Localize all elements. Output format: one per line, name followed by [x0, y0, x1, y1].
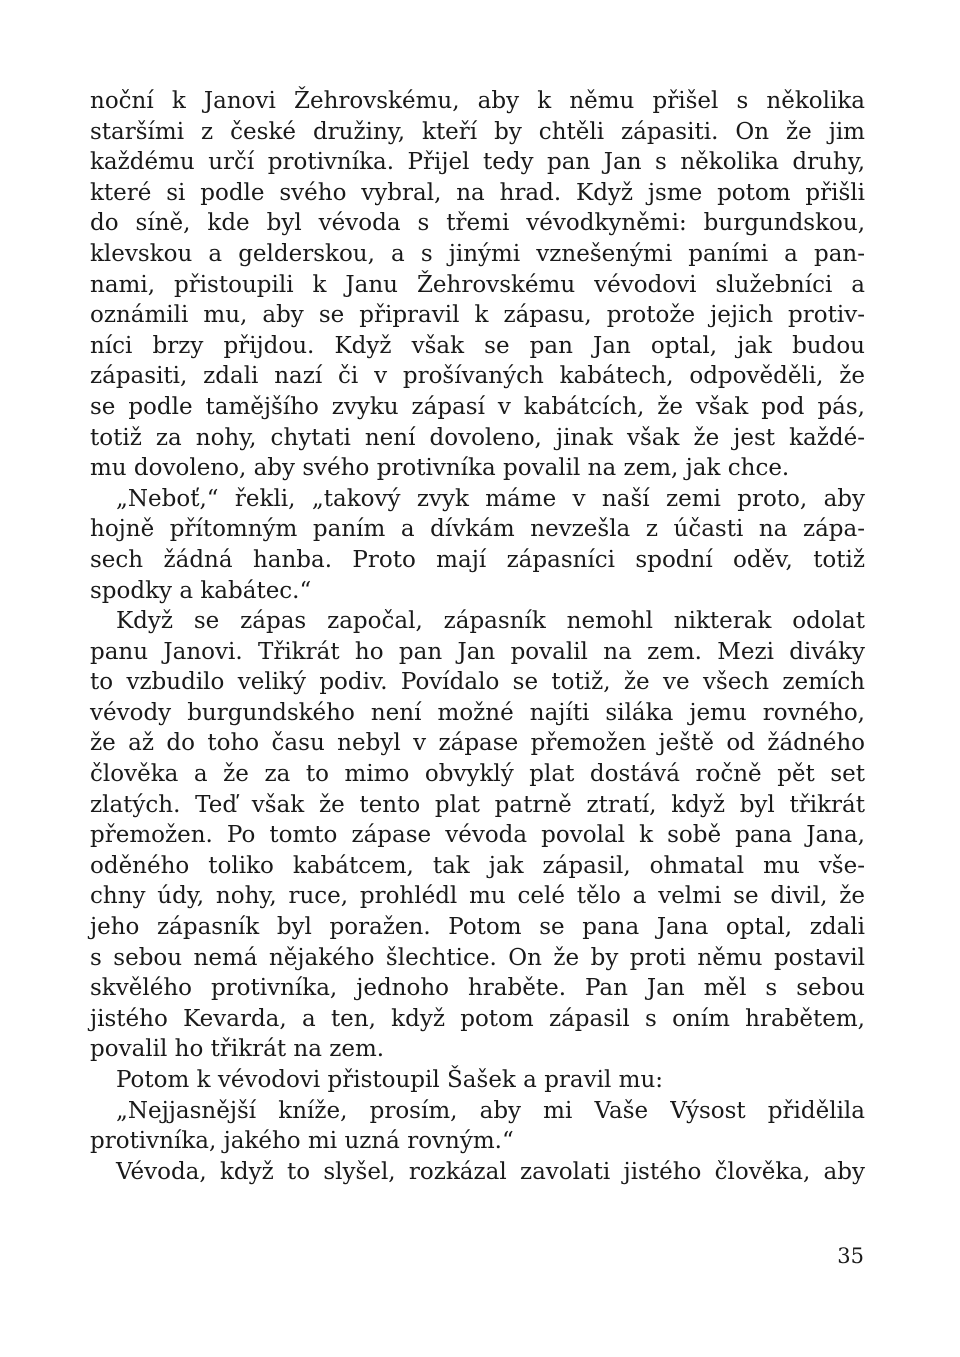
text-line: mu dovoleno, aby svého protivníka povalil na zem, jak chce. — [90, 455, 790, 482]
text-line: s sebou nemá nějakého šlechtice. On že by proti němu postavil — [90, 944, 865, 971]
text-line: noční k Janovi Žehrovskému, aby k němu přišel s několika — [90, 88, 865, 114]
text-line: zlatých. Teď však že tento plat patrně ztratí, když byl třikrát — [90, 791, 865, 818]
text-line: zápasiti, zdali nazí či v prošívaných kabátech, odpověděli, že — [90, 363, 865, 390]
text-line: Potom k vévodovi přistoupil Šašek a pravil mu: — [116, 1067, 664, 1093]
text-line: povalil ho třikrát na zem. — [90, 1036, 385, 1063]
text-line: že až do toho času nebyl v zápase přemožen ještě od žádného — [90, 730, 865, 757]
text-line: panu Janovi. Třikrát ho pan Jan povalil na zem. Mezi diváky — [90, 638, 865, 665]
text-line: které si podle svého vybral, na hrad. Když jsme potom přišli — [90, 179, 865, 206]
text-line: oznámili mu, aby se připravil k zápasu, protože jejich protiv- — [90, 302, 865, 329]
text-line: člověka a že za to mimo obvyklý plat dostává ročně pět set — [90, 761, 865, 788]
text-line: přemožen. Po tomto zápase vévoda povolal k sobě pana Jana, — [90, 822, 865, 849]
text-line: „Nejjasnější kníže, prosím, aby mi Vaše Výsost přidělila — [116, 1097, 865, 1124]
text-line: vévody burgundského není možné najíti siláka jemu rovného, — [90, 699, 865, 726]
text-line: se podle tamějšího zvyku zápasí v kabátcích, že však pod pás, — [90, 393, 865, 420]
text-line: do síně, kde byl vévoda s třemi vévodkyněmi: burgundskou, — [90, 210, 865, 237]
text-line: staršími z české družiny, kteří by chtěli zápasiti. On že jim — [90, 118, 865, 145]
text-line: protivníka, jakého mi uzná rovným.“ — [90, 1128, 514, 1155]
text-line: to vzbudilo veliký podiv. Povídalo se totiž, že ve všech zemích — [90, 669, 865, 696]
page-number: 35 — [837, 1244, 864, 1268]
text-line: nami, přistoupili k Janu Žehrovskému vévodovi služebníci a — [90, 271, 865, 298]
text-line: chny údy, nohy, ruce, prohlédl mu celé tělo a velmi se divil, že — [90, 883, 865, 910]
text-line: „Neboť,“ řekli, „takový zvyk máme v naší zemi proto, aby — [116, 485, 865, 512]
text-line: jistého Kevarda, a ten, když potom zápasil s oním hrabětem, — [90, 1005, 865, 1032]
text-line: níci brzy přijdou. Když však se pan Jan optal, jak budou — [90, 332, 865, 359]
body-text — [90, 86, 865, 1187]
text-line: skvělého protivníka, jednoho hraběte. Pan Jan měl s sebou — [90, 975, 865, 1002]
text-line: oděného toliko kabátcem, tak jak zápasil, ohmatal mu vše- — [90, 852, 865, 879]
text-line: hojně přítomným paním a dívkám nevzešla z účasti na zápa- — [90, 516, 865, 543]
text-line: Vévoda, když to slyšel, rozkázal zavolati jistého člověka, aby — [116, 1158, 865, 1185]
text-line: každému určí protivníka. Přijel tedy pan Jan s několika druhy, — [90, 149, 865, 176]
text-line: Když se zápas započal, zápasník nemohl nikterak odolat — [116, 608, 865, 635]
text-line: sech žádná hanba. Proto mají zápasníci spodní oděv, totiž — [90, 546, 865, 573]
text-line: klevskou a gelderskou, a s jinými vznešenými paními a pan- — [90, 240, 865, 267]
text-line: jeho zápasník byl poražen. Potom se pana Jana optal, zdali — [90, 914, 865, 941]
text-line: totiž za nohy, chytati není dovoleno, jinak však že jest každé- — [90, 424, 865, 451]
text-line: spodky a kabátec.“ — [90, 577, 312, 604]
